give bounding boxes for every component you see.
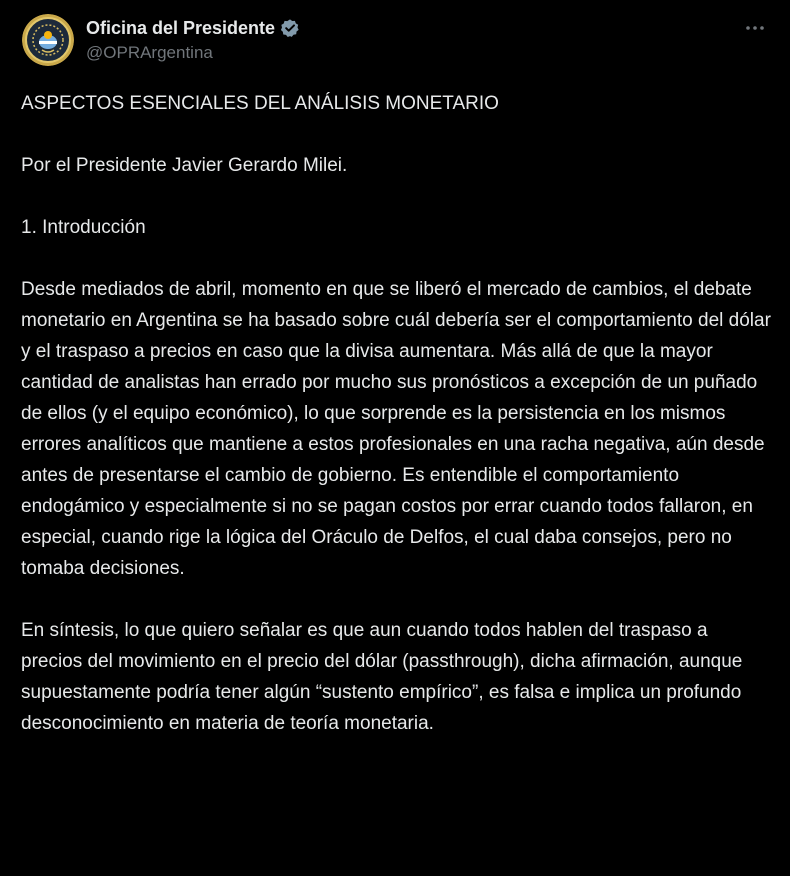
avatar[interactable]: [22, 14, 74, 66]
display-name-row: [86, 16, 300, 40]
verified-badge-icon: [280, 18, 300, 38]
presidential-seal-icon: [22, 14, 74, 66]
more-horizontal-icon[interactable]: [742, 18, 768, 38]
post-section-heading: 1. Introducción: [21, 217, 146, 238]
handle[interactable]: @OPRArgentina: [86, 43, 213, 62]
post-paragraph-2: En síntesis, lo que quiero señalar es que aun cuando todos hablen del traspaso a precios del movimiento en el precio del dólar (passthrough), dicha afirmación, aunque supuestamente podría tener algún “sustento empírico”, es falsa e implica un profundo desconocimiento en materia de teoría monetaria.: [21, 620, 743, 734]
post-body: [21, 88, 773, 739]
post-paragraph-1: Desde mediados de abril, momento en que se liberó el mercado de cambios, el debate monetario en Argentina se ha basado sobre cuál debería ser el comportamiento del dólar y el traspaso a precios en caso que la divisa aumentara. Más allá de que la mayor cantidad de analistas han errado por mucho sus pronósticos a excepción de un puñado de ellos (y el equipo económico), lo que sorprende es la persistencia en los mismos errores analíticos que mantiene a estos profesionales en una racha negativa, aún desde antes de presentarse el cambio de gobierno. Es entendible el comportamiento endogámico y especialmente si no se pagan costos por errar cuando todos fallaron, en especial, cuando rige la lógica del Oráculo de Delfos, el cual daba consejos, pero no tomaba decisiones.: [21, 279, 771, 579]
post-byline: Por el Presidente Javier Gerardo Milei.: [21, 155, 348, 176]
post-header: [22, 14, 770, 70]
author-names: [86, 16, 300, 63]
display-name[interactable]: Oficina del Presidente: [86, 17, 276, 38]
post-title: ASPECTOS ESENCIALES DEL ANÁLISIS MONETARIO: [21, 93, 499, 114]
